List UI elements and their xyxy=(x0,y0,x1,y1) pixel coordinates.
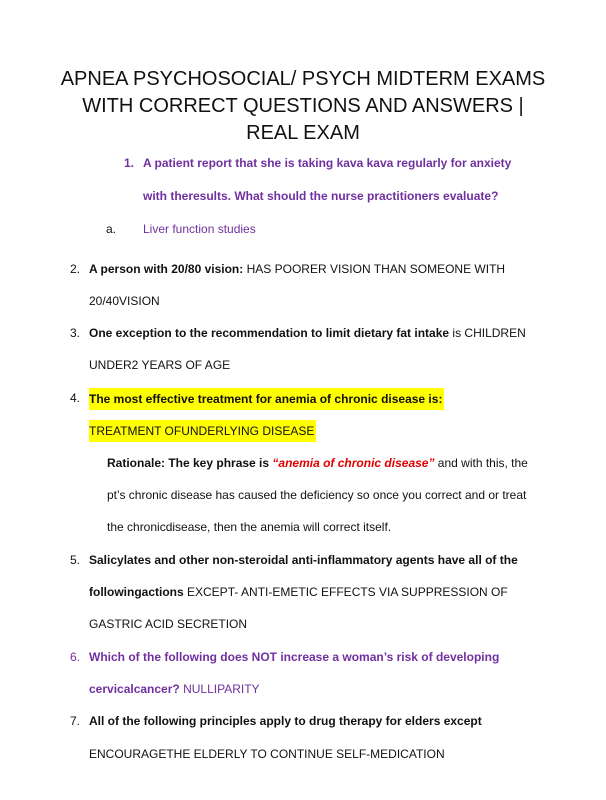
q3-number: 3. xyxy=(70,326,81,340)
q4-rationale-line1 xyxy=(107,455,528,471)
q6-question-line2: cervicalcancer? xyxy=(89,682,180,696)
q4-rationale-line3: the chronicdisease, then the anemia will correct itself. xyxy=(107,520,392,534)
q1-question-line1: A patient report that she is taking kava kava regularly for anxiety xyxy=(143,156,512,170)
q7-answer: ENCOURAGETHE ELDERLY TO CONTINUE SELF-MEDICATION xyxy=(89,747,445,761)
q7-question: All of the following principles apply to drug therapy for elders except xyxy=(89,714,482,728)
q4-rationale-label: Rationale: The key phrase is xyxy=(107,456,273,470)
q2-number: 2. xyxy=(70,262,81,276)
page-title: APNEA PSYCHOSOCIAL/ PSYCH MIDTERM EXAMS WITH CORRECT QUESTIONS AND ANSWERS | REAL EXAM xyxy=(60,68,546,144)
q1-question-line2: with theresults. What should the nurse practitioners evaluate? xyxy=(143,189,499,203)
q6-line2 xyxy=(89,681,260,697)
q5-number: 5. xyxy=(70,553,81,567)
q4-rationale-line2: pt’s chronic disease has caused the deficiency so once you correct and or treat xyxy=(107,488,527,502)
q4-answer: TREATMENT OFUNDERLYING DISEASE xyxy=(89,420,316,442)
q5-answer-part2: GASTRIC ACID SECRETION xyxy=(89,617,248,631)
q2-line1 xyxy=(89,261,505,277)
q2-question: A person with 20/80 vision: xyxy=(89,262,244,276)
q6-question-line1: Which of the following does NOT increase a woman’s risk of developing xyxy=(89,650,500,664)
q1-option-letter: a. xyxy=(106,222,117,236)
q4-number: 4. xyxy=(70,391,81,405)
q1-option-text: Liver function studies xyxy=(143,222,256,236)
q5-line2 xyxy=(89,584,508,600)
q6-number: 6. xyxy=(70,650,81,664)
q3-answer-part2: UNDER2 YEARS OF AGE xyxy=(89,358,231,372)
q3-line1 xyxy=(89,325,526,341)
q5-question-line2: followingactions xyxy=(89,585,184,599)
q3-question: One exception to the recommendation to limit dietary fat intake xyxy=(89,326,450,340)
q5-answer-part1: EXCEPT- ANTI-EMETIC EFFECTS VIA SUPPRESSION OF xyxy=(183,585,508,599)
q2-answer-part2: 20/40VISION xyxy=(89,294,160,308)
q4-question: The most effective treatment for anemia of chronic disease is: xyxy=(89,388,444,410)
q1-number: 1. xyxy=(124,156,135,170)
q5-question-line1: Salicylates and other non-steroidal anti-inflammatory agents have all of the xyxy=(89,553,518,567)
q4-rationale-key-phrase: “anemia of chronic disease” xyxy=(272,456,435,470)
q4-rationale-rest: and with this, the xyxy=(434,456,528,470)
q2-answer-part1: HAS POORER VISION THAN SOMEONE WITH xyxy=(243,262,506,276)
q7-number: 7. xyxy=(70,714,81,728)
q3-answer-part1: is CHILDREN xyxy=(449,326,526,340)
q6-answer: NULLIPARITY xyxy=(179,682,260,696)
